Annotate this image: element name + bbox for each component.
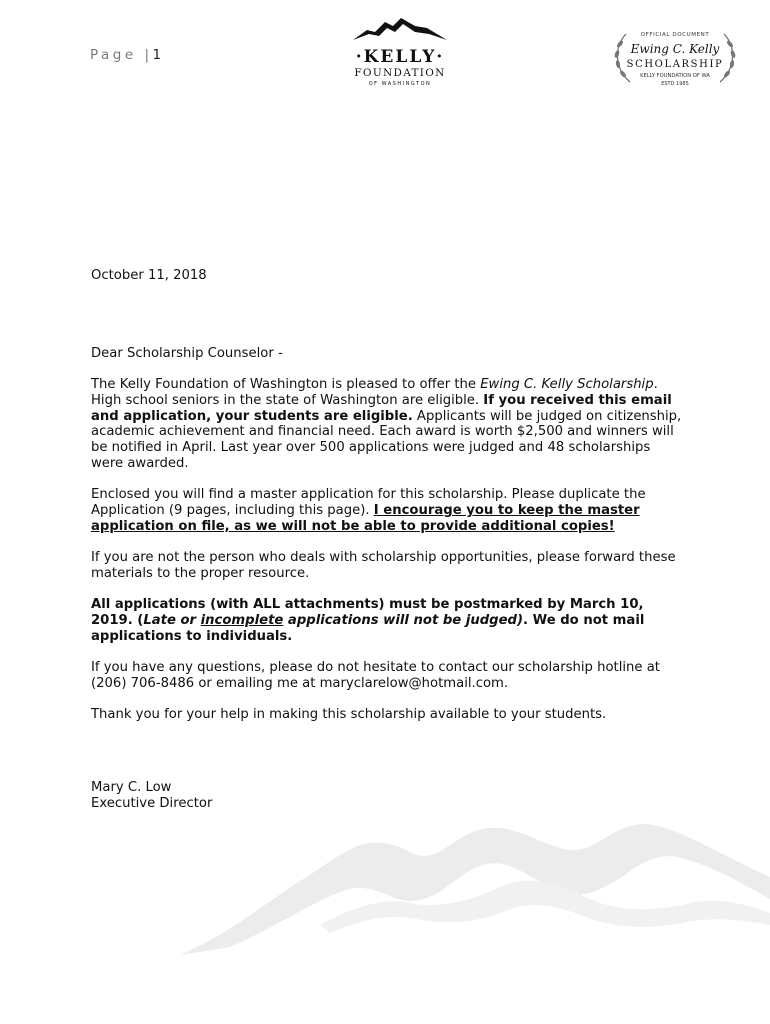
paragraph-contact: If you have any questions, please do not hesitate to contact our scholarship hotline at (206) 706-8486 or emailing me at maryclarelow@hotmail.com. <box>91 660 660 691</box>
eligibility-notice: If you received this email and application, your students are eligible. <box>91 392 672 424</box>
signature-title: Executive Director <box>91 795 213 811</box>
scholarship-seal <box>604 26 746 88</box>
letter-salutation: Dear Scholarship Counselor - <box>91 346 283 361</box>
page-label: Page | <box>90 47 153 63</box>
seal-org: KELLY FOUNDATION OF WA <box>640 73 710 79</box>
paragraph-deadline <box>91 597 683 644</box>
p1-text-e: Applicants will be judged on citizenship, academic achievement and financial need. Each award is worth $2,500 and winners will be notified in April. Last year over 500 applications were judged and 48 scholarships were awarded. <box>91 408 682 471</box>
seal-script-name: Ewing C. Kelly <box>630 42 720 56</box>
master-copy-notice: I encourage you to keep the master application on file, as we will not be able to provide additional copies! <box>91 503 640 534</box>
paragraph-thanks: Thank you for your help in making this scholarship available to your students. <box>91 707 607 723</box>
logo-line2: FOUNDATION <box>354 67 446 79</box>
paragraph-forward: If you are not the person who deals with scholarship opportunities, please forward these materials to the proper resource. <box>91 550 676 581</box>
late-text: Late or <box>143 613 201 629</box>
not-judged-text: applications will not be judged) <box>283 613 524 629</box>
page-number: 1 <box>152 47 163 63</box>
deadline-text: All applications (with ALL attachments) must be postmarked by March 10, 2019. ( <box>91 597 644 629</box>
letter-body <box>91 377 683 739</box>
scholarship-name: Ewing C. Kelly Scholarship <box>480 377 654 392</box>
seal-estd: ESTD 1985 <box>661 81 689 87</box>
logo-word: ·KELLY· <box>355 47 445 67</box>
seal-top-text: OFFICIAL DOCUMENT <box>640 32 710 38</box>
letter-date: October 11, 2018 <box>91 268 207 283</box>
seal-title: SCHOLARSHIP <box>626 59 724 70</box>
signature-name: Mary C. Low <box>91 780 172 795</box>
paragraph-enclosed <box>91 487 683 534</box>
kelly-foundation-logo <box>345 14 455 88</box>
mountain-watermark <box>170 815 770 965</box>
page-number-header <box>90 47 162 63</box>
p2-text-a: Enclosed you will find a master application for this scholarship. Please duplicate the Application (9 pages, including this page). <box>91 487 646 519</box>
incomplete-text: incomplete <box>200 613 284 629</box>
no-mail-text: . We do not mail applications to individuals. <box>91 613 645 644</box>
paragraph-intro <box>91 377 683 472</box>
logo-line3: OF WASHINGTON <box>368 81 432 87</box>
signature-block <box>91 780 683 812</box>
p1-text-c: . High school seniors in the state of Washington are eligible. <box>91 377 658 408</box>
p1-text-a: The Kelly Foundation of Washington is pleased to offer the <box>91 377 481 392</box>
